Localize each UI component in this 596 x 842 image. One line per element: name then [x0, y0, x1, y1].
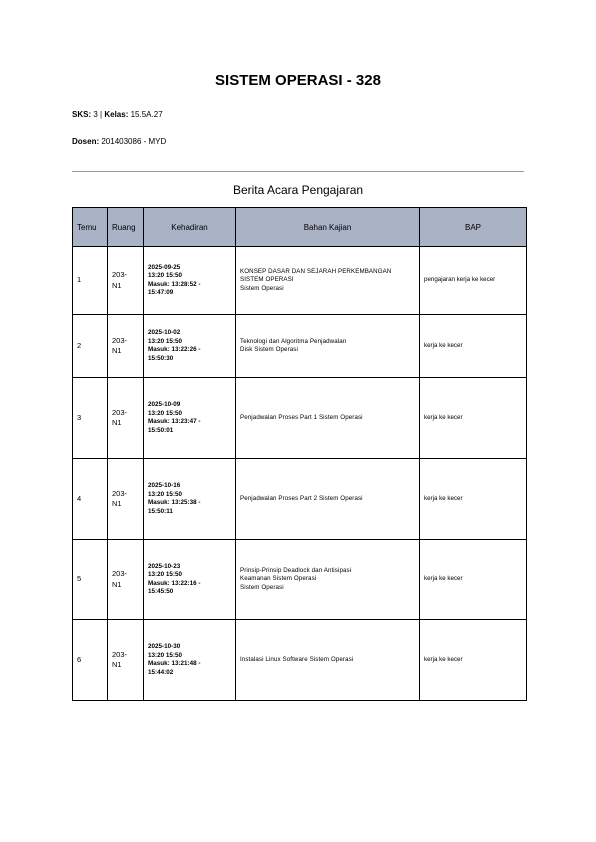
dosen-value: 201403086 - MYD — [101, 137, 167, 146]
kehadiran-line: 13:20 15:50 — [148, 651, 182, 659]
ruang-line: 203- — [112, 335, 128, 345]
cell-kehadiran — [144, 620, 236, 701]
kehadiran-line: 2025-10-16 — [148, 482, 181, 489]
cell-ruang — [108, 620, 144, 701]
dosen-label: Dosen: — [72, 137, 100, 146]
cell-bahan-kajian — [236, 459, 420, 540]
ruang-line: N1 — [112, 346, 122, 355]
kehadiran-line: 15:50:11 — [148, 507, 173, 515]
document-title: SISTEM OPERASI - 328 — [215, 72, 381, 89]
sks-value: 3 — [93, 110, 98, 119]
bahan-line: Sistem Operasi — [240, 583, 284, 591]
cell-bap: kerja ke kecer — [420, 378, 527, 459]
bahan-line: SISTEM OPERASI — [240, 276, 294, 284]
ruang-line: 203- — [112, 649, 128, 659]
cell-ruang — [108, 378, 144, 459]
kehadiran-line: Masuk: 13:22:16 - — [148, 579, 201, 587]
cell-temu: 5 — [73, 540, 108, 620]
header-temu: Temu — [73, 208, 108, 247]
bahan-line: Instalasi Linux Software Sistem Operasi — [240, 655, 354, 663]
cell-bap: kerja ke kecer — [420, 459, 527, 540]
cell-bap: kerja ke kecer — [420, 315, 527, 378]
bahan-line: Disk Sistem Operasi — [240, 346, 298, 353]
kehadiran-line: 2025-10-23 — [148, 562, 181, 570]
bahan-line: Prinsip-Prinsip Deadlock dan Antisipasi — [240, 566, 352, 574]
kelas-value: 15.5A.27 — [130, 110, 163, 119]
kehadiran-line: 15:44:02 — [148, 668, 174, 676]
lecturer-info — [72, 137, 166, 146]
bahan-line: Teknologi dan Algoritma Penjadwalan — [240, 337, 347, 345]
cell-bap: pengajaran kerja ke kecer — [420, 247, 527, 315]
cell-ruang — [108, 540, 144, 620]
ruang-line: 203- — [112, 270, 128, 280]
kehadiran-line: 13:20 15:50 — [148, 409, 182, 417]
cell-kehadiran — [144, 540, 236, 620]
cell-temu: 3 — [73, 378, 108, 459]
kehadiran-line: 13:20 15:50 — [148, 490, 182, 498]
ruang-line: N1 — [112, 280, 122, 290]
sks-label: SKS: — [72, 110, 92, 119]
table-header-row — [73, 208, 527, 247]
cell-temu: 6 — [73, 620, 108, 701]
ruang-line: N1 — [112, 418, 122, 427]
kehadiran-line: 15:45:50 — [148, 588, 174, 595]
kelas-label: Kelas: — [104, 110, 129, 119]
bahan-line: Sistem Operasi — [240, 284, 284, 292]
separator: | — [100, 110, 103, 119]
kehadiran-line: Masuk: 13:25:38 - — [148, 499, 201, 506]
kehadiran-line: 15:50:01 — [148, 426, 174, 434]
kehadiran-line: 2025-10-02 — [148, 329, 181, 336]
cell-ruang — [108, 247, 144, 315]
cell-ruang — [108, 315, 144, 378]
header-bap: BAP — [420, 208, 527, 247]
cell-kehadiran — [144, 315, 236, 378]
cell-bahan-kajian — [236, 620, 420, 701]
bahan-line: Keamanan Sistem Operasi — [240, 575, 317, 583]
table-row — [73, 315, 527, 378]
table-row — [73, 378, 527, 459]
cell-bap: kerja ke kecer — [420, 620, 527, 701]
table-row — [73, 620, 527, 701]
ruang-line: N1 — [112, 579, 122, 589]
cell-kehadiran — [144, 378, 236, 459]
course-info — [72, 110, 163, 119]
bahan-line: Penjadwalan Proses Part 1 Sistem Operasi — [240, 413, 363, 421]
cell-temu: 1 — [73, 247, 108, 315]
kehadiran-line: Masuk: 13:21:48 - — [148, 660, 201, 667]
ruang-line: 203- — [112, 407, 128, 417]
kehadiran-line: 13:20 15:50 — [148, 571, 182, 578]
cell-bahan-kajian — [236, 247, 420, 315]
kehadiran-line: Masuk: 13:28:52 - — [148, 280, 201, 288]
teaching-record-table — [72, 207, 527, 701]
table-row — [73, 540, 527, 620]
header-kehadiran: Kehadiran — [144, 208, 236, 247]
cell-bahan-kajian — [236, 378, 420, 459]
kehadiran-line: 2025-09-25 — [148, 263, 181, 271]
ruang-line: N1 — [112, 499, 122, 508]
cell-kehadiran — [144, 247, 236, 315]
section-title: Berita Acara Pengajaran — [232, 183, 364, 197]
bahan-line: Penjadwalan Proses Part 2 Sistem Operasi — [240, 494, 363, 502]
kehadiran-line: Masuk: 13:23:47 - — [148, 418, 201, 425]
cell-bahan-kajian — [236, 540, 420, 620]
kehadiran-line: 13:20 15:50 — [148, 272, 182, 279]
cell-temu: 4 — [73, 459, 108, 540]
kehadiran-line: 15:50:30 — [148, 354, 174, 362]
bahan-line: KONSEP DASAR DAN SEJARAH PERKEMBANGAN — [240, 267, 392, 275]
header-ruang: Ruang — [108, 208, 144, 247]
ruang-line: N1 — [112, 660, 122, 669]
header-bahan-kajian: Bahan Kajian — [236, 208, 420, 247]
kehadiran-line: 2025-10-09 — [148, 401, 181, 408]
ruang-line: 203- — [112, 569, 128, 579]
cell-ruang — [108, 459, 144, 540]
kehadiran-line: 13:20 15:50 — [148, 337, 182, 345]
cell-bap: kerja ke kecer — [420, 540, 527, 620]
divider — [72, 171, 524, 172]
cell-kehadiran — [144, 459, 236, 540]
table-row — [73, 247, 527, 315]
cell-temu: 2 — [73, 315, 108, 378]
kehadiran-line: 15:47:09 — [148, 289, 174, 296]
kehadiran-line: 2025-10-30 — [148, 643, 181, 650]
cell-bahan-kajian — [236, 315, 420, 378]
table-row — [73, 459, 527, 540]
ruang-line: 203- — [112, 488, 128, 498]
kehadiran-line: Masuk: 13:22:26 - — [148, 346, 201, 353]
